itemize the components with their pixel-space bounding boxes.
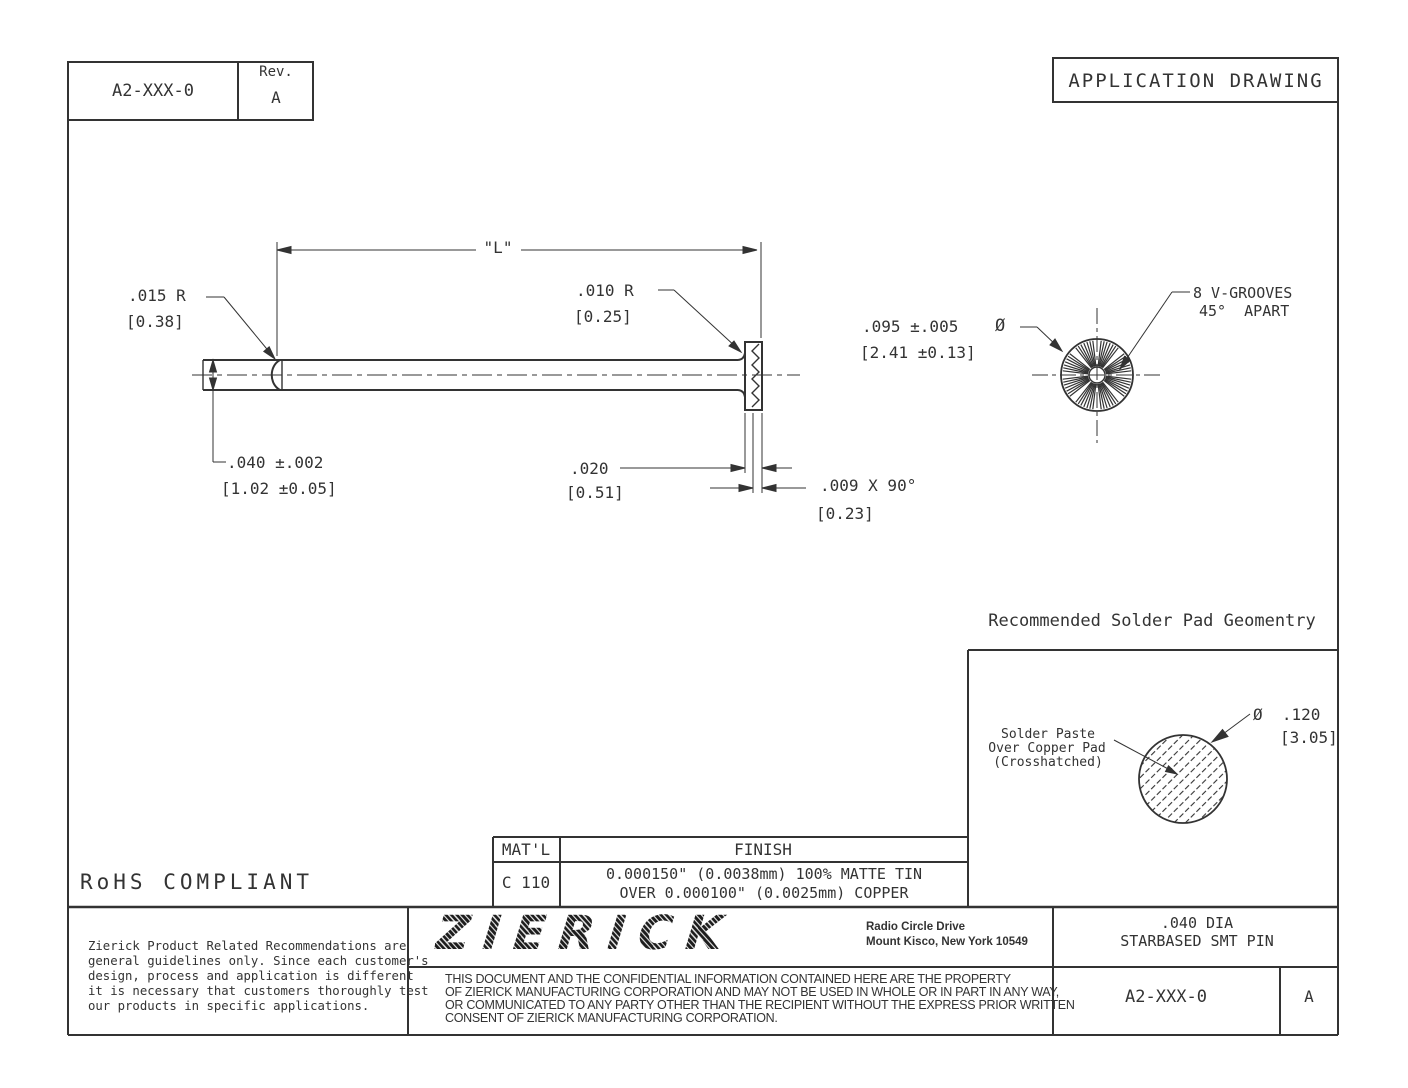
address-line2: Mount Kisco, New York 10549 (866, 936, 1028, 948)
rev-label: Rev. (259, 64, 293, 80)
zierick-logo: ZIERICK (433, 906, 739, 961)
dim-pin-dia-inch: .040 ±.002 (227, 453, 324, 472)
leader-vgrooves (1120, 292, 1190, 369)
disclaimer-line3: OR COMMUNICATED TO ANY PARTY OTHER THAN THE RECIPIENT WITHOUT THE EXPRESS PRIOR WRITTEN (445, 998, 1075, 1012)
pad-dia-inch: Ø .120 (1253, 705, 1321, 724)
address-line1: Radio Circle Drive (866, 921, 966, 933)
recommendations-line1: Zierick Product Related Recommendations are (88, 939, 407, 953)
dim-L-lines (277, 238, 761, 356)
part-number-top: A2-XXX-0 (112, 81, 194, 101)
solder-pad-circle (1139, 735, 1227, 823)
solder-paste-label-line3: (Crosshatched) (993, 755, 1103, 770)
vgrooves-note-line1: 8 V-GROOVES (1193, 284, 1293, 302)
leader-flange-dia (1020, 327, 1062, 351)
dim-flange-dia-inch: .095 ±.005 (862, 317, 959, 336)
disclaimer-line4: CONSENT OF ZIERICK MANUFACTURING CORPORATION. (445, 1011, 778, 1025)
dim-head-radius-inch: .010 R (576, 281, 634, 300)
dim-flange-dia-mm: [2.41 ±0.13] (860, 343, 976, 362)
vgrooves-note-line2: 45° APART (1199, 302, 1290, 320)
recommendations-line5: our products in specific applications. (88, 999, 370, 1013)
recommendations-line4: it is necessary that customers thoroughly test (88, 984, 429, 998)
part-title-line2: STARBASED SMT PIN (1120, 932, 1274, 950)
dim-head-radius-mm: [0.25] (574, 307, 632, 326)
drawing-type-title: APPLICATION DRAWING (1068, 70, 1324, 92)
disclaimer-line2: OF ZIERICK MANUFACTURING CORPORATION AND MAY NOT BE USED IN WHOLE OR IN PART IN ANY WAY, (445, 985, 1059, 999)
rohs-compliant-note: RoHS COMPLIANT (80, 870, 314, 894)
dim-tip-radius-inch: .015 R (128, 286, 186, 305)
dim-length-label: "L" (483, 238, 513, 257)
star-end-view (1032, 308, 1163, 443)
matl-value: C 110 (501, 873, 551, 892)
dim-flange-thickness-inch: .020 (570, 459, 609, 478)
finish-value-line2: OVER 0.000100" (0.0025mm) COPPER (619, 884, 909, 902)
dim-tip-radius-mm: [0.38] (126, 312, 184, 331)
flange-extension-lines (745, 413, 762, 493)
solder-paste-label-line1: Solder Paste (1001, 727, 1095, 742)
disclaimer-line1: THIS DOCUMENT AND THE CONFIDENTIAL INFORMATION CONTAINED HERE ARE THE PROPERTY (445, 972, 1011, 986)
dim-chamfer-inch: .009 X 90° (820, 476, 917, 495)
dim-020-lines (620, 465, 792, 472)
rev-bottom: A (1304, 987, 1314, 1006)
matl-header: MAT'L (501, 840, 551, 859)
leader-tip-radius (206, 297, 275, 359)
solder-paste-label-line2: Over Copper Pad (988, 741, 1106, 756)
dim-chamfer-mm: [0.23] (816, 504, 874, 523)
solder-pad-title: Recommended Solder Pad Geomentry (988, 611, 1316, 631)
rev-value: A (271, 88, 281, 107)
pad-dia-mm: [3.05] (1280, 728, 1338, 747)
finish-value-line1: 0.000150" (0.0038mm) 100% MATTE TIN (605, 865, 923, 883)
leader-pad-dia (1212, 714, 1250, 742)
dim-009-lines (710, 485, 806, 492)
leader-head-radius (658, 290, 741, 352)
diameter-symbol: Ø (995, 316, 1006, 336)
recommendations-line2: general guidelines only. Since each customer's (88, 954, 429, 968)
part-title-line1: .040 DIA (1160, 914, 1234, 932)
recommendations-line3: design, process and application is different (88, 969, 414, 983)
part-number-bottom: A2-XXX-0 (1125, 987, 1207, 1007)
finish-header: FINISH (734, 840, 792, 859)
dim-flange-thickness-mm: [0.51] (566, 483, 624, 502)
pin-flange (745, 342, 762, 410)
dim-pin-dia-mm: [1.02 ±0.05] (221, 479, 337, 498)
